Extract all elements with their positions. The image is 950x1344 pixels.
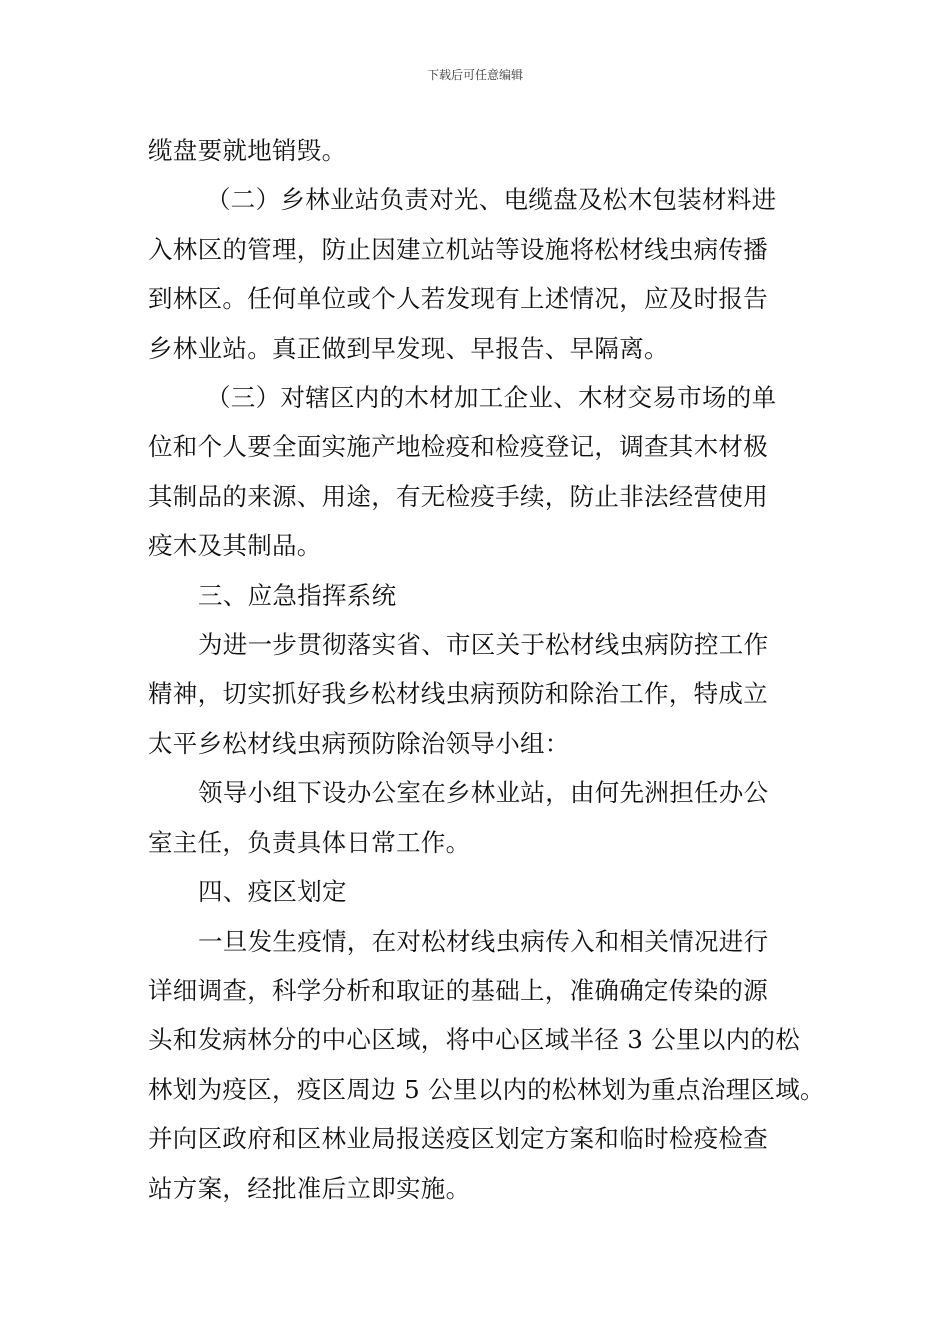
text-line: （二）乡林业站负责对光、电缆盘及松木包装材料进 bbox=[206, 185, 777, 215]
text-line: 精神，切实抓好我乡松材线虫病预防和除治工作，特成立 bbox=[148, 679, 768, 709]
text-line: 头和发病林分的中心区域，将中心区域半径 3 公里以内的松 bbox=[148, 1025, 801, 1055]
text-line: 领导小组下设办公室在乡林业站，由何先洲担任办公 bbox=[198, 778, 769, 808]
text-line: 站方案，经批准后立即实施。 bbox=[148, 1173, 471, 1203]
text-line: 入林区的管理，防止因建立机站等设施将松材线虫病传播 bbox=[148, 234, 768, 264]
text-line: 疫木及其制品。 bbox=[148, 531, 322, 561]
text-line: 室主任，负责具体日常工作。 bbox=[148, 827, 471, 857]
text-line: 位和个人要全面实施产地检疫和检疫登记，调查其木材极 bbox=[148, 432, 768, 462]
text-line: （三）对辖区内的木材加工企业、木材交易市场的单 bbox=[206, 383, 777, 413]
text-line: 缆盘要就地销毁。 bbox=[148, 136, 347, 165]
document-body bbox=[148, 126, 838, 1213]
text-line: 到林区。任何单位或个人若发现有上述情况，应及时报告 bbox=[148, 284, 768, 314]
page-header: 下载后可任意编辑 bbox=[426, 68, 523, 82]
text-line: 其制品的来源、用途，有无检疫手续，防止非法经营使用 bbox=[148, 481, 768, 511]
text-line: 林划为疫区，疫区周边 5 公里以内的松林划为重点治理区域。 bbox=[148, 1074, 825, 1104]
section-heading: 三、应急指挥系统 bbox=[198, 580, 397, 610]
text-line: 并向区政府和区林业局报送疫区划定方案和临时检疫检查 bbox=[148, 1124, 768, 1154]
text-line: 太平乡松材线虫病预防除治领导小组： bbox=[148, 728, 570, 758]
section-heading: 四、疫区划定 bbox=[198, 877, 347, 907]
text-line: 乡林业站。真正做到早发现、早报告、早隔离。 bbox=[148, 333, 669, 363]
text-line: 详细调查，科学分析和取证的基础上，准确确定传染的源 bbox=[148, 975, 768, 1005]
text-line: 为进一步贯彻落实省、市区关于松材线虫病防控工作 bbox=[198, 630, 769, 660]
text-line: 一旦发生疫情，在对松材线虫病传入和相关情况进行 bbox=[198, 926, 769, 956]
